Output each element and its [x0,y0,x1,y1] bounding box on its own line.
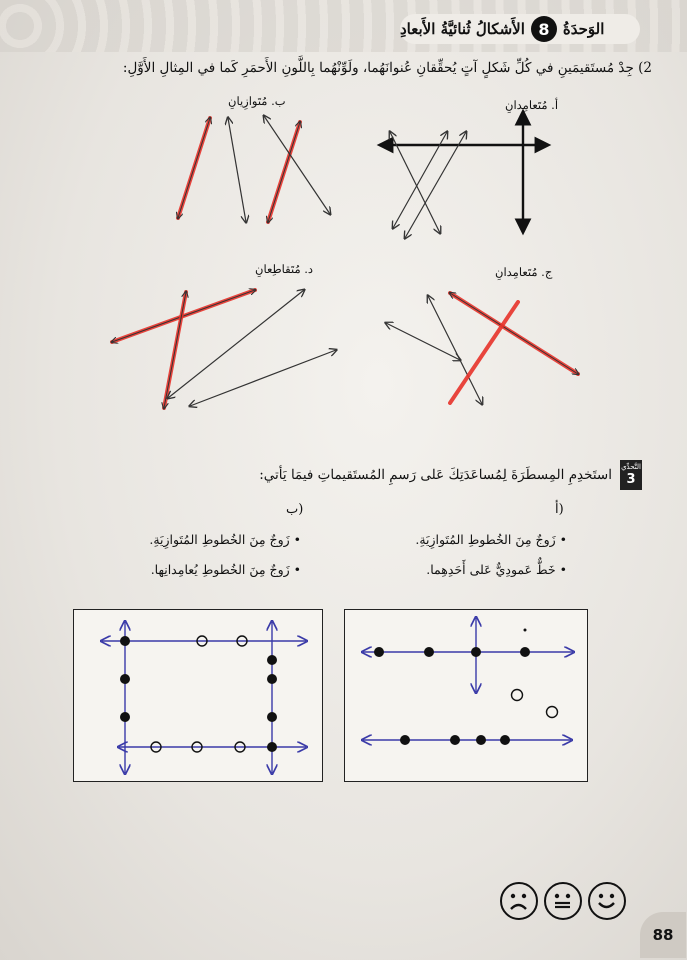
line-figures [0,0,687,460]
figure-b-line [228,118,246,222]
filled-point [120,674,130,684]
open-point [547,707,558,718]
part-a-drawing [345,610,587,781]
small-dot [524,629,527,632]
unit-title: الأَشكالُ ثُنائيَّةُ الأَبعادِ [400,20,525,38]
figure-d [112,290,336,408]
figure-a-line [405,132,466,238]
figure-c-line [386,323,460,360]
challenge-text: استَخدِمِ المِسطَرَةَ لِمُساعَدَتِكَ عَلى رَسمِ المُستَقيماتِ فيمَا يَأتي: [259,467,612,483]
figure-b [178,116,330,222]
part-b-bullet-1: • زَوجٌ مِنَ الخُطوطِ المُتَوازِيَةِ. [149,532,301,547]
figure-c-label: ج. مُتَعامِدانِ [495,265,553,279]
filled-point [520,647,530,657]
part-b-bullet-2: • زَوجٌ مِنَ الخُطوطِ يُعامِدانِها. [150,562,301,577]
filled-point [267,742,277,752]
unit-number-badge: 8 [531,16,557,42]
challenge-badge-number: 3 [626,472,636,487]
filled-point [267,674,277,684]
sad-face-icon[interactable] [500,882,538,920]
figure-d-line [190,350,336,406]
part-a-points [374,629,558,746]
figure-d-line [164,292,186,408]
filled-point [120,712,130,722]
challenge-3 [42,460,642,490]
part-b-points [120,636,277,752]
page-number: 88 [640,912,686,958]
self-assessment-faces [500,882,626,920]
filled-point [267,712,277,722]
figure-a-line [390,132,440,233]
neutral-face-icon[interactable] [544,882,582,920]
filled-point [471,647,481,657]
figure-b-label: ب. مُتَوازِيانِ [228,94,286,108]
figure-a [380,112,548,238]
filled-point [120,636,130,646]
part-b-drawing-box[interactable] [73,609,323,782]
part-a-bullet-2: • خَطٌّ عَمودِيٌّ عَلى أَحَدِهِما. [426,562,567,577]
open-point [512,690,523,701]
question-2-text: 2) جِدْ مُستَقيمَينِ في كُلِّ شَكلٍ آتٍ يُحقِّقانِ عُنوانَهُما، ولَوِّنْهُما بِاللَّونِ الأَحمَرِ كَما في المِثالِ الأَوَّلِ: [122,60,652,76]
filled-point [424,647,434,657]
filled-point [400,735,410,745]
figure-c [386,293,578,404]
figure-a-label: أ. مُتَعامِدانِ [505,98,559,112]
figure-b-line [268,122,300,222]
filled-point [450,735,460,745]
filled-point [500,735,510,745]
filled-point [267,655,277,665]
part-b-label: ب) [286,502,304,517]
filled-point [374,647,384,657]
figure-d-line [168,290,304,398]
part-a-label: أ) [555,502,564,517]
figure-c-line [428,296,482,404]
figure-c-red-line [450,302,518,403]
filled-point [476,735,486,745]
part-a-drawing-box[interactable] [344,609,588,782]
figure-d-label: د. مُتَقاطِعانِ [255,262,314,276]
happy-face-icon[interactable] [588,882,626,920]
challenge-badge-word: التَّحدِّي [621,463,641,471]
figure-b-line [178,118,210,218]
challenge-badge [620,460,642,490]
part-a-bullet-1: • زَوجٌ مِنَ الخُطوطِ المُتَوازِيَةِ. [415,532,567,547]
unit-word: الوَحدَةُ [562,20,605,38]
part-b-drawing [74,610,322,781]
